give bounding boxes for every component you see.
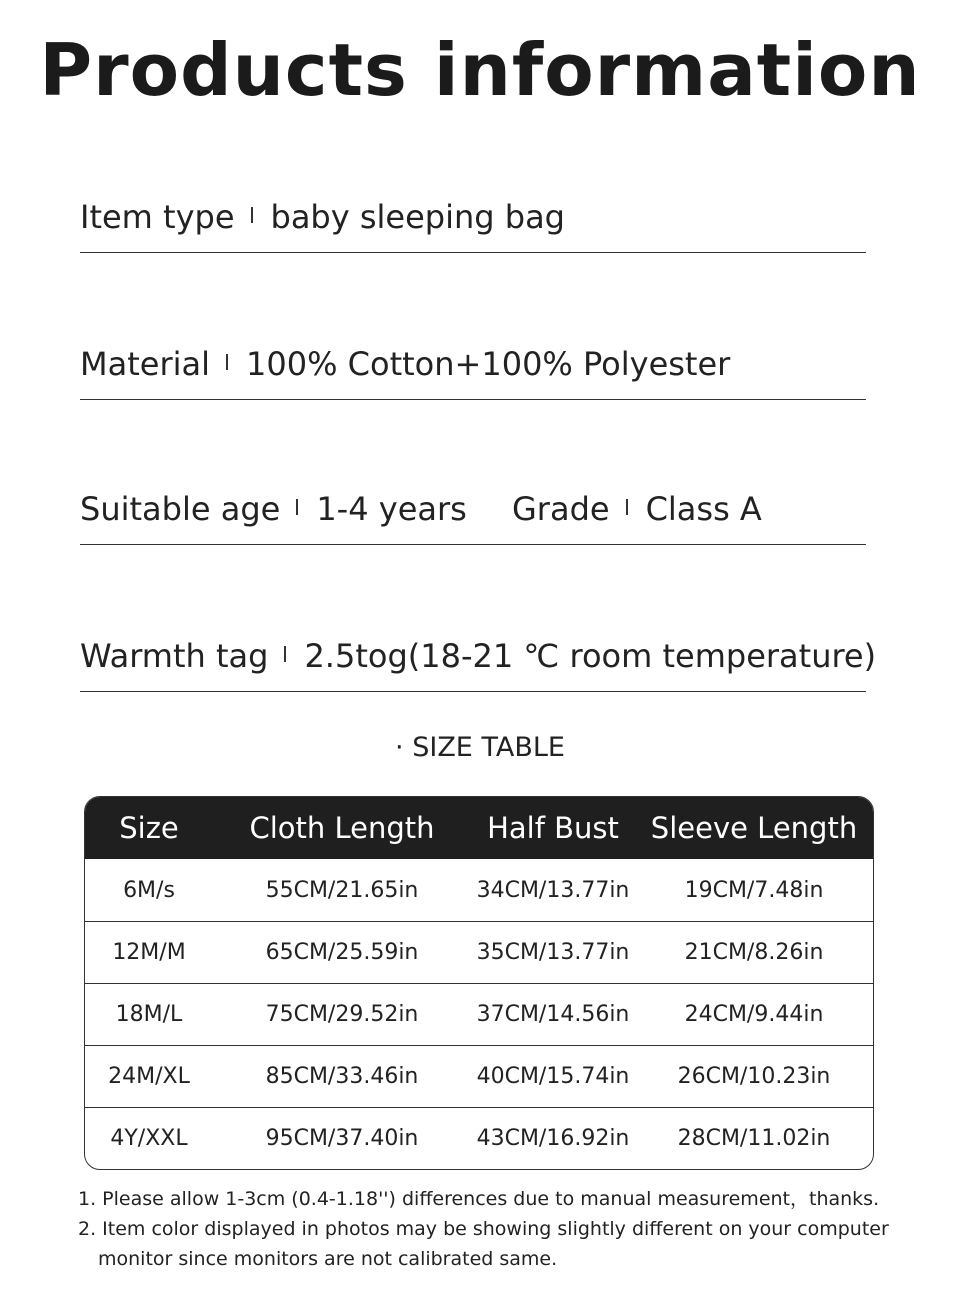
header-sleeve-length: Sleeve Length	[650, 811, 858, 845]
item-type-row	[80, 196, 866, 253]
material-label: Material	[80, 345, 210, 383]
note-1: 1. Please allow 1-3cm (0.4-1.18'') differences due to manual measurement，thanks.	[78, 1188, 880, 1210]
warmth-tag-label: Warmth tag	[80, 637, 269, 675]
suitable-age-value: 1-4 years	[316, 490, 467, 528]
notes	[78, 1184, 898, 1274]
cell-cloth-length: 55CM/21.65in	[265, 877, 419, 903]
size-table-title: · SIZE TABLE	[395, 732, 565, 763]
page-title: Products information	[39, 28, 921, 112]
table-row	[85, 983, 873, 1045]
cell-cloth-length: 95CM/37.40in	[265, 1126, 419, 1151]
header-half-bust: Half Bust	[487, 811, 619, 845]
warmth-tag-value: 2.5tog(18-21 ℃ room temperature)	[304, 637, 877, 675]
cell-half-bust: 40CM/15.74in	[476, 1064, 630, 1089]
size-table	[84, 796, 874, 1170]
separator	[226, 354, 228, 370]
cell-half-bust: 34CM/13.77in	[476, 877, 630, 903]
cell-size: 4Y/XXL	[110, 1126, 188, 1151]
cell-size: 6M/s	[123, 877, 175, 903]
grade-value: Class A	[645, 490, 762, 528]
age-grade-row	[80, 488, 866, 545]
cell-sleeve-length: 19CM/7.48in	[684, 877, 824, 903]
header-size: Size	[119, 811, 179, 845]
table-header	[85, 797, 873, 859]
item-type-value: baby sleeping bag	[270, 198, 565, 236]
warmth-tag-row	[80, 635, 877, 692]
cell-cloth-length: 65CM/25.59in	[265, 940, 419, 965]
table-row	[85, 859, 873, 921]
table-row	[85, 1045, 873, 1107]
item-type-label: Item type	[80, 198, 235, 236]
table-row	[85, 921, 873, 983]
material-value: 100% Cotton+100% Polyester	[246, 345, 731, 383]
cell-size: 24M/XL	[108, 1064, 190, 1089]
table-row	[85, 1107, 873, 1169]
cell-cloth-length: 75CM/29.52in	[265, 1002, 419, 1027]
separator	[626, 499, 628, 515]
note-2-continued: monitor since monitors are not calibrated same.	[98, 1248, 558, 1270]
header-cloth-length: Cloth Length	[249, 811, 435, 845]
suitable-age-label: Suitable age	[80, 490, 281, 528]
note-2: 2. Item color displayed in photos may be showing slightly different on your computer	[78, 1218, 889, 1240]
cell-half-bust: 35CM/13.77in	[476, 940, 630, 965]
material-row	[80, 343, 866, 400]
cell-size: 18M/L	[115, 1002, 183, 1027]
table-body	[85, 859, 873, 1169]
cell-cloth-length: 85CM/33.46in	[265, 1064, 419, 1089]
cell-sleeve-length: 21CM/8.26in	[684, 940, 824, 965]
cell-half-bust: 43CM/16.92in	[476, 1126, 630, 1151]
cell-half-bust: 37CM/14.56in	[476, 1002, 630, 1027]
separator	[284, 646, 286, 662]
grade-label: Grade	[512, 490, 610, 528]
cell-sleeve-length: 24CM/9.44in	[684, 1002, 824, 1027]
cell-sleeve-length: 28CM/11.02in	[677, 1126, 831, 1151]
cell-size: 12M/M	[112, 940, 186, 965]
separator	[296, 499, 298, 515]
cell-sleeve-length: 26CM/10.23in	[677, 1064, 831, 1089]
separator	[251, 207, 253, 223]
